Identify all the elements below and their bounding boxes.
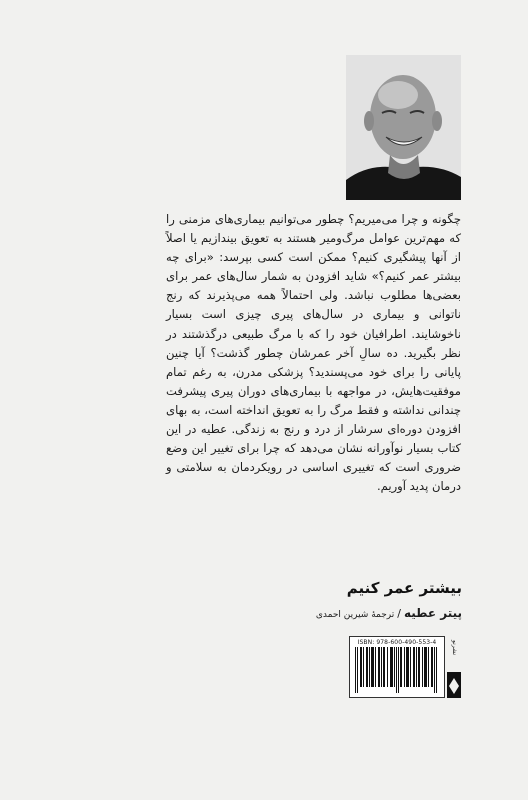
- back-cover-blurb: [166, 210, 461, 496]
- author-name: پیتر عطیه: [403, 606, 462, 620]
- isbn-barcode: [349, 636, 445, 698]
- translator-credit: ترجمهٔ شیرین احمدی: [315, 610, 395, 620]
- credits-separator: /: [397, 607, 401, 620]
- publisher-name: نشرنو: [451, 640, 458, 656]
- book-title: بیشتر عمر کنیم: [346, 579, 462, 597]
- isbn-number: ISBN: 978-600-490-553-4: [357, 639, 437, 646]
- barcode-icon: [354, 647, 439, 693]
- book-credits: [240, 606, 462, 620]
- author-portrait-image: [346, 55, 461, 200]
- blurb-paragraph: چگونه و چرا می‌میریم؟ چطور می‌توانیم بیماری‌های مزمنی را که مهم‌ترین عوامل مرگ‌ومیر هستند به تعویق بیندازیم یا اصلاً از آنها پیشگیری کنیم؟ ممکن است کسی بپرسد: «برای چه بیشتر عمر کنیم؟» شاید افزودن به شمار سال‌های عمر برای بعضی‌ها مطلوب نباشد. ولی احتمالاً همه می‌پذیرند که رنج ناتوانی و بیماری در سال‌های پیری چیزی است بسیار ناخوشایند. اطرافیان خود را که با مرگ طبیعی درگذشتند در نظر بگیرید. ده سالِ آخر عمرشان چطور گذشت؟ آیا چنین پایانی را برای خود می‌پسندید؟ پزشکی مدرن، به رغم تمام موفقیت‌هایش، در مواجهه با بیماری‌های دوران پیری پیشرفت چندانی نداشته و فقط مرگ را به تعویق انداخته است، به بهای افزودن دوره‌ای سرشار از درد و رنج به زندگی. عطیه در این کتاب بسیار نوآورانه نشان می‌دهد که چرا برای تغییر این وضع ضروری است که تغییری اساسی در رویکردمان به سلامتی و درمان پدید آوریم.: [166, 212, 461, 494]
- author-photo: [346, 55, 461, 200]
